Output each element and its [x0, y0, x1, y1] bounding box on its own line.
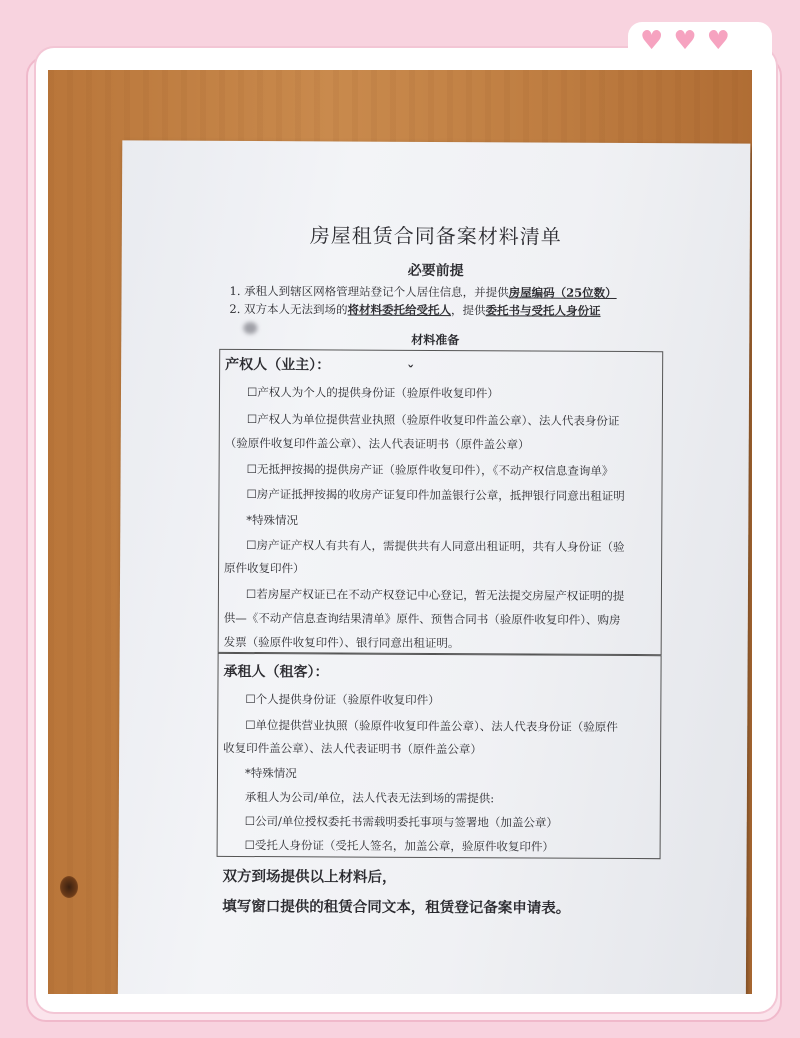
owner-line: 供—《不动产信息查询结果清单》原件、预售合同书（验原件收复印件）、购房	[223, 610, 621, 627]
prerequisite-1: 1. 承租人到辖区网格管理站登记个人居住信息，并提供房屋编码（25位数）	[229, 283, 617, 300]
wood-table-photo	[48, 70, 752, 994]
owner-line: ☐产权人为单位提供营业执照（验原件收复印件盖公章）、法人代表身份证	[246, 412, 620, 428]
tenant-line: *特殊情况	[244, 766, 297, 781]
tenant-line: ☐单位提供营业执照（验原件收复印件盖公章）、法人代表身份证（验原件	[245, 718, 618, 734]
owner-line: ☐无抵押按揭的提供房产证（验原件收复印件），《不动产权信息查询单》	[246, 462, 614, 478]
tenant-line: 承租人为公司/单位，法人代表无法到场的需提供:	[244, 790, 495, 806]
tenant-line: ☐公司/单位授权委托书需载明委托事项与签署地（加盖公章）	[244, 814, 558, 830]
owner-line: （验原件收复印件盖公章）、法人代表证明书（原件盖公章）	[224, 435, 530, 452]
owner-line: ☐房产证产权人有共有人，需提供共有人同意出租证明，共有人身份证（验	[246, 538, 625, 554]
closing-line-2: 填写窗口提供的租赁合同文本，租赁登记备案申请表。	[222, 897, 571, 917]
prerequisite-heading: 必要前提	[407, 262, 464, 280]
tenant-line: ☐个人提供身份证（验原件收复印件）	[245, 692, 440, 708]
heart-icon: ♥	[640, 26, 664, 56]
owner-label: 产权人（业主）：	[225, 356, 331, 374]
owner-line: ☐若房屋产权证已在不动产权登记中心登记，暂无法提交房屋产权证明的提	[245, 587, 625, 603]
prerequisite-2: 2. 双方本人无法到场的将材料委托给受托人，提供委托书与受托人身份证	[229, 301, 601, 318]
tenant-line: ☐受托人身份证（受托人签名，加盖公章，验原件收复印件）	[244, 838, 554, 854]
tenant-label: 承租人（租客）：	[223, 663, 329, 681]
materials-heading: 材料准备	[411, 332, 460, 348]
owner-line: 原件收复印件）	[224, 560, 305, 576]
owner-line: ☐房产证抵押按揭的收房产证复印件加盖银行公章，抵押银行同意出租证明	[246, 487, 625, 503]
hearts-decoration	[640, 26, 730, 56]
document-title: 房屋租赁合同备案材料清单	[309, 223, 562, 249]
pen-mark: ˇ	[407, 363, 415, 380]
heart-icon: ♥	[673, 26, 697, 56]
tenant-line: 收复印件盖公章）、法人代表证明书（原件盖公章）	[223, 740, 482, 757]
owner-line: *特殊情况	[246, 513, 299, 528]
owner-line: ☐产权人为个人的提供身份证（验原件收复印件）	[246, 385, 499, 401]
wood-knot	[60, 876, 78, 898]
document-sheet	[118, 140, 751, 994]
owner-line: 发票（验原件收复印件）、银行同意出租证明。	[223, 634, 460, 651]
heart-icon: ♥	[706, 26, 730, 56]
closing-line-1: 双方到场提供以上材料后，	[222, 867, 397, 886]
